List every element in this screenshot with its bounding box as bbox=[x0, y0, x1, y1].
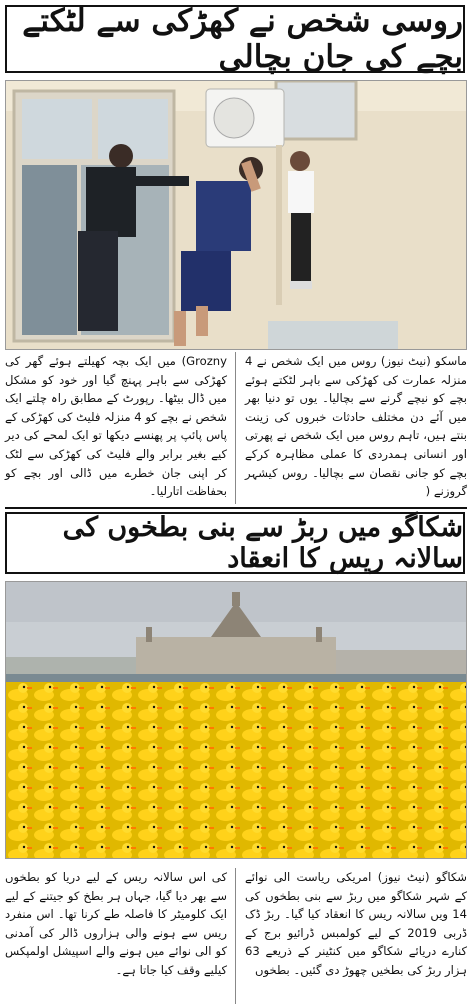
story1-photo bbox=[5, 80, 467, 350]
story1-body bbox=[5, 352, 467, 504]
story2-headline-text: شکاگو میں ربڑ سے بنی بطخوں کی سالانہ ریس کا انعقاد bbox=[62, 512, 463, 574]
rescue-photo-illustration bbox=[6, 81, 467, 350]
story1-headline-text: روسی شخص نے کھڑکی سے لٹکتے بچے کی جان بچالی bbox=[22, 3, 463, 75]
story-divider bbox=[5, 507, 467, 509]
story2-column-right: شکاگو (نیٹ نیوز) امریکی ریاست الی نوائے کے شہر شکاگو میں ربڑ سے بنی بطخوں کی 14 ویں سالانہ ریس کا انعقاد کیا گیا۔ ربڑ ڈک ڈربی 2019 کے لیے کولمبس ڈرائیو برج کے کنارے دریائے شکاگو میں کنٹینر کے ذریعے 63 ہزار ربڑ کی بطخیں چھوڑ دی گئیں۔ بطخوں bbox=[245, 870, 468, 977]
column-rule bbox=[235, 868, 236, 1004]
story1-column-left: Grozny) میں ایک بچہ کھیلتے ہوئے گھر کی کھڑکی سے باہر پہنچ گیا اور خود کو مشکل میں ڈال بیٹھا۔ رپورٹ کے مطابق راہ چلتے ایک شخص نے بچے کو 4 منزلہ فلیٹ کی کھڑکی کے پاس پائپ پر پھنسے دیکھا تو ایک لمحے کی دیر کیے بغیر برابر والے فلیٹ کی کھڑکی سے لٹک کر اپنی جان خطرے میں ڈالی اور بچے کو بحفاظت اتارلیا۔ bbox=[5, 354, 227, 499]
story1-headline bbox=[5, 5, 465, 73]
story2-body bbox=[5, 868, 467, 1004]
duck-race-photo-illustration bbox=[6, 582, 467, 859]
column-rule bbox=[235, 352, 236, 504]
story1-column-right: ماسکو (نیٹ نیوز) روس میں ایک شخص نے 4 منزلہ عمارت کی کھڑکی سے باہر لٹکتے ہوئے بچے کو نیچے گرنے سے بچالیا۔ یوں تو دنیا بھر میں آئے دن مختلف حادثات خبروں کی زینت بنتے ہیں، تاہم روس میں ایک شخص نے پھرتی اور انسانی ہمدردی کا عملی مظاہرہ کرکے بچے کو جانی نقصان سے بچالیا۔ روس کیشہر گروزنے ( bbox=[245, 354, 467, 499]
story2-headline bbox=[5, 512, 465, 574]
story2-photo bbox=[5, 581, 467, 859]
story2-column-left: کی اس سالانہ ریس کے لیے دریا کو بطخوں سے بھر دیا گیا، جہاں ہر بطخ کو جیتنے کے لیے ایک کلومیٹر کا فاصلہ طے کرنا تھا۔ اس منفرد ریس سے ہونے والی ہزاروں ڈالر کی آمدنی کو الی نوائے میں ہونے والے اسپیشل اولمپکس کیلیے وقف کیا جاتا ہے۔ bbox=[5, 870, 227, 977]
